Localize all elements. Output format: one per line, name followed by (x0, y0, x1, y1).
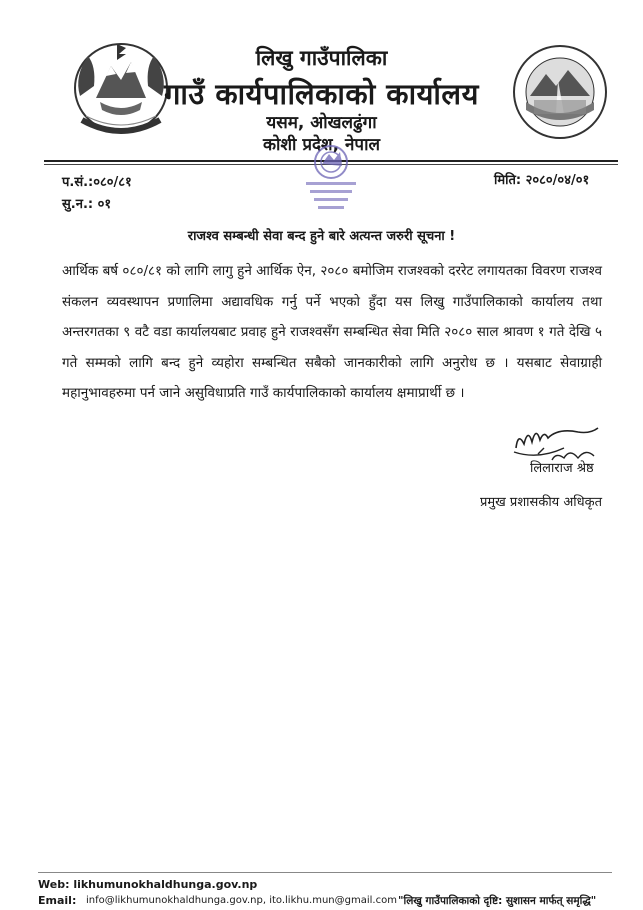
office-stamp-icon (292, 140, 370, 218)
municipality-name: लिखु गाउँपालिका (255, 46, 388, 70)
dispatch-number: सु.न.: ०१ (62, 197, 112, 212)
web-label: Web: (38, 878, 70, 891)
footer-divider (38, 872, 612, 873)
letter-reference-number: प.सं.:०८०/८१ (62, 175, 132, 190)
address-line-2: कोशी प्रदेश, नेपाल (263, 135, 380, 155)
footer-web (38, 878, 257, 891)
signer-designation: प्रमुख प्रशासकीय अधिकृत (480, 495, 603, 510)
email-addresses[interactable]: info@likhumunokhaldhunga.gov.np, ito.likhu.mun@gmail.com (86, 895, 397, 906)
office-stamp (292, 140, 370, 218)
notice-subject: राजश्व सम्बन्धी सेवा बन्द हुने बारे अत्यन्त जरुरी सूचना ! (187, 229, 456, 244)
email-label: Email: (38, 894, 77, 907)
signer-name: लिलाराज श्रेष्ठ (530, 461, 594, 476)
web-link[interactable]: likhumunokhaldhunga.gov.np (73, 878, 258, 891)
letter-date: मिति: २०८०/०४/०१ (494, 173, 590, 188)
address-line-1: यसम, ओखलढुंगा (266, 113, 377, 133)
office-name: गाउँ कार्यपालिकाको कार्यालय (164, 77, 479, 111)
footer-slogan: "लिखु गाउँपालिकाको दृष्टि: सुशासन मार्फत् समृद्धि" (398, 895, 597, 907)
notice-body: आर्थिक बर्ष ०८०/८१ को लागि लागु हुने आर्थिक ऐन, २०८० बमोजिम राजश्वको दररेट लगायतका विवरण राजश्व संकलन व्यवस्थापन प्रणालिमा अद्यावधिक गर्नु पर्ने भएको हुँदा यस लिखु गाउँपालिकाको कार्यालय तथा अन्तरगतका ९ वटै वडा कार्यालयबाट प्रवाह हुने राजश्वसँग सम्बन्धित सेवा मिति २०८० साल श्रावण १ गते देखि ५ गते सम्मको लागि बन्द हुने व्यहोरा सम्बन्धित सबैको जानकारीको लागि अनुरोध छ । यसबाट सेवाग्राही महानुभावहरुमा पर्न जाने असुविधाप्रति गाउँ कार्यपालिकाको कार्यालय क्षमाप्रार्थी छ । (62, 263, 602, 401)
